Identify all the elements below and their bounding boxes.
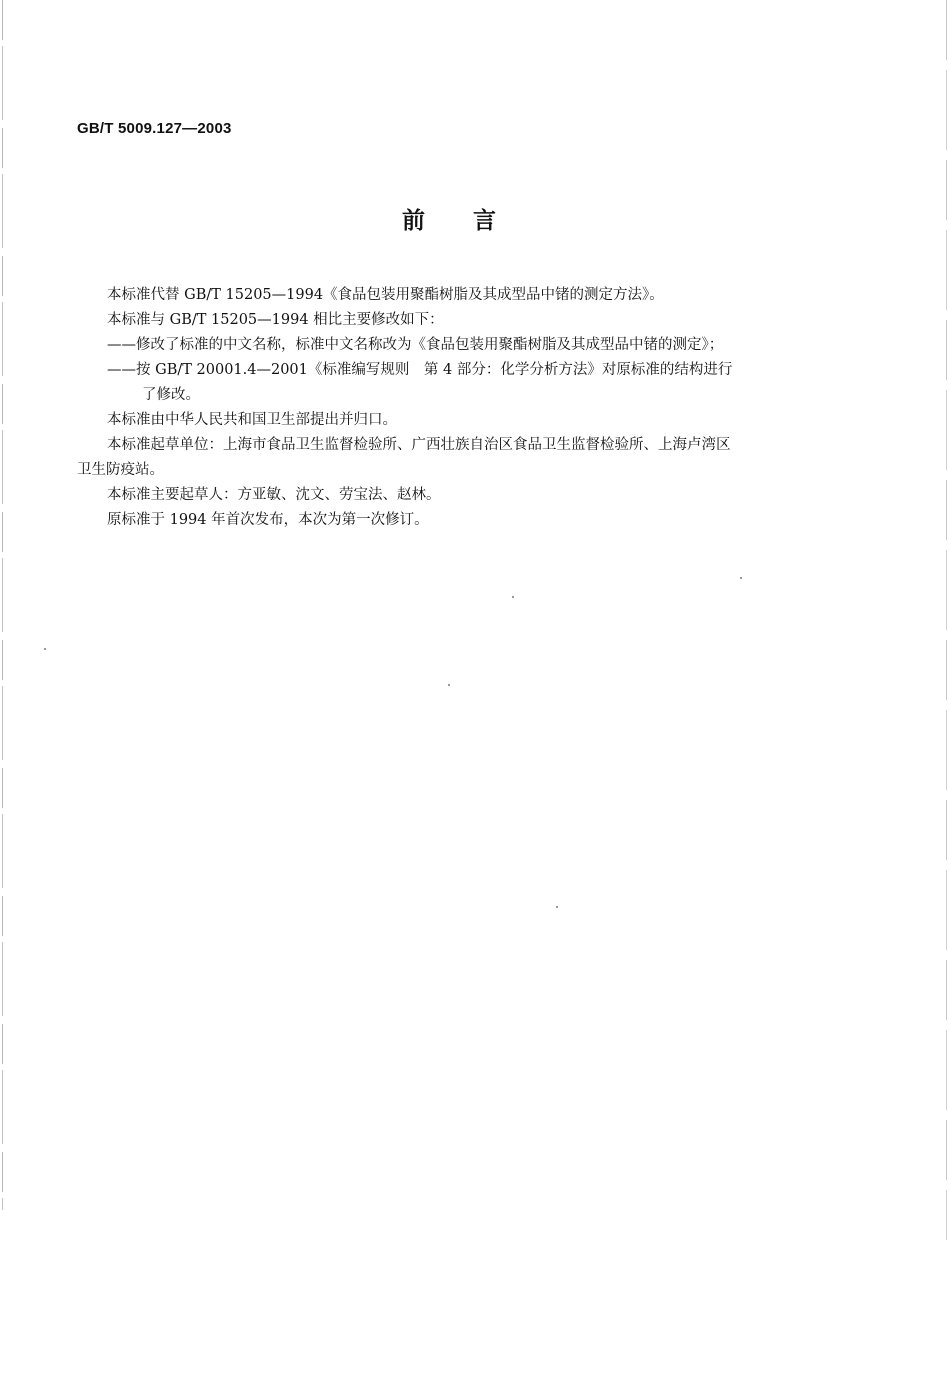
scan-edge-left (2, 0, 3, 1210)
paragraph-change-name: ——修改了标准的中文名称，标准中文名称改为《食品包装用聚酯树脂及其成型品中锗的测定》； (107, 337, 724, 353)
foreword-body (77, 283, 837, 533)
paragraph-change-structure-cont: 了修改。 (142, 387, 200, 403)
paragraph-history: 原标准于 1994 年首次发布，本次为第一次修订。 (107, 512, 429, 528)
paragraph-drafters: 本标准主要起草人：方亚敏、沈文、劳宝法、赵林。 (107, 487, 441, 503)
page-title (0, 202, 900, 235)
paragraph-replaces: 本标准代替 GB/T 15205—1994《食品包装用聚酯树脂及其成型品中锗的测定方法》。 (107, 287, 664, 303)
paragraph-changes-intro: 本标准与 GB/T 15205—1994 相比主要修改如下： (107, 312, 444, 328)
scan-speck (556, 906, 558, 908)
scan-speck (448, 684, 450, 686)
title-part-2: 言 (473, 208, 498, 234)
paragraph-proposer: 本标准由中华人民共和国卫生部提出并归口。 (107, 412, 397, 428)
standard-code: GB/T 5009.127—2003 (77, 120, 232, 137)
scan-edge-right (946, 0, 947, 1240)
paragraph-drafting-units-cont: 卫生防疫站。 (77, 462, 164, 478)
scan-speck (512, 596, 514, 598)
paragraph-change-structure: ——按 GB/T 20001.4—2001《标准编写规则 第 4 部分：化学分析方法》对原标准的结构进行 (107, 362, 733, 378)
scan-speck (740, 577, 742, 579)
paragraph-drafting-units: 本标准起草单位：上海市食品卫生监督检验所、广西壮族自治区食品卫生监督检验所、上海卢湾区 (107, 437, 731, 453)
title-part-1: 前 (402, 208, 427, 234)
scan-speck (44, 648, 46, 650)
